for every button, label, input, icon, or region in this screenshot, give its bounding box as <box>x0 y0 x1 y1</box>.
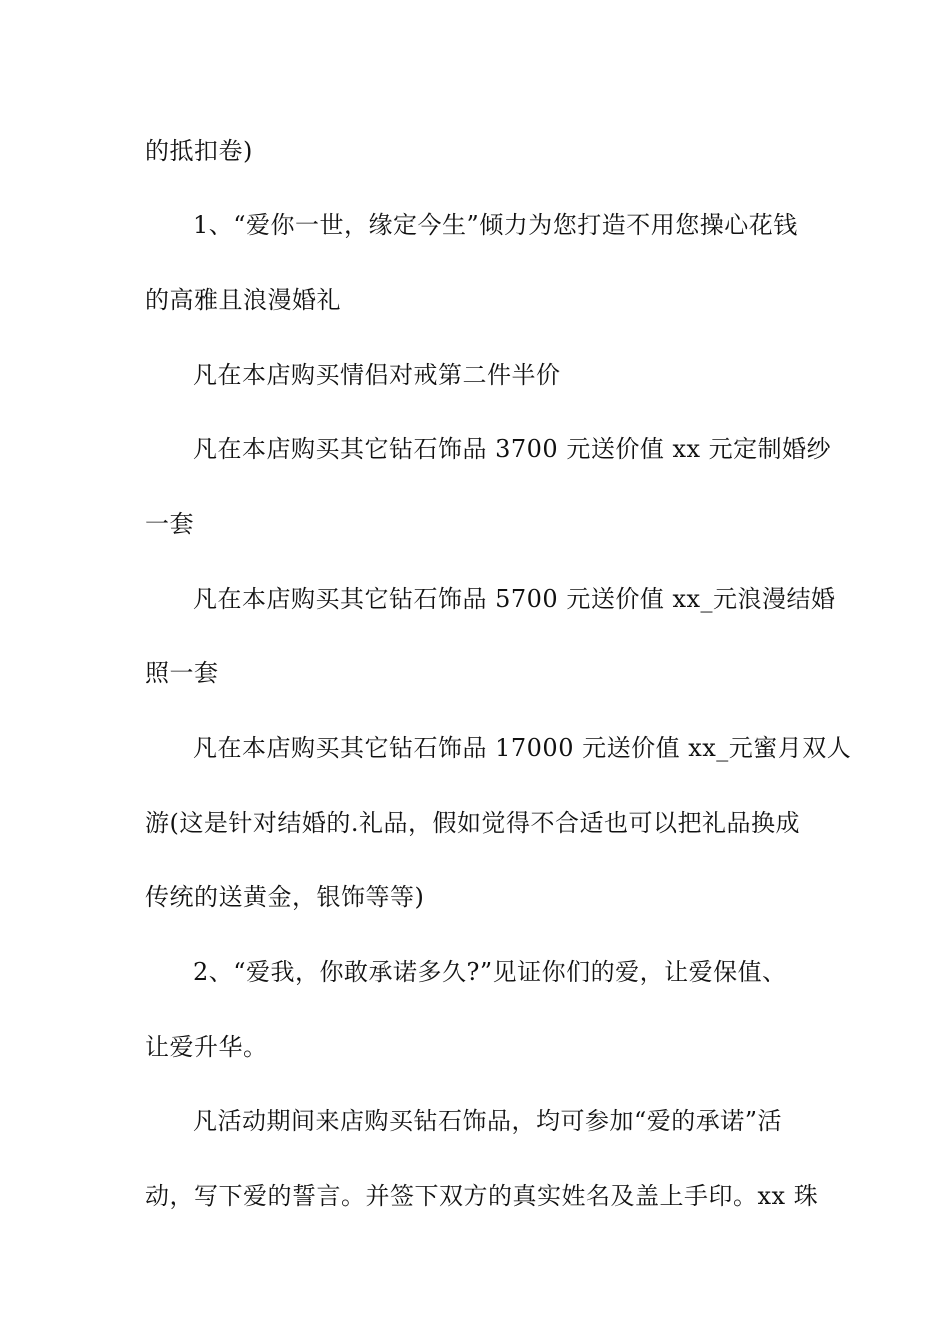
text-line: 凡在本店购买其它钻石饰品 5700 元送价值 xx_元浪漫结婚 <box>193 585 836 613</box>
text-line: 一套 <box>145 510 194 538</box>
text-line: 的高雅且浪漫婚礼 <box>145 286 341 314</box>
text-line: 的抵扣卷) <box>145 137 253 165</box>
text-line: 2、“爱我，你敢承诺多久?”见证你们的爱，让爱保值、 <box>193 958 787 986</box>
text-line: 游(这是针对结婚的.礼品，假如觉得不合适也可以把礼品换成 <box>145 809 800 837</box>
text-line: 凡在本店购买其它钻石饰品 17000 元送价值 xx_元蜜月双人 <box>193 734 852 762</box>
text-line: 凡在本店购买情侣对戒第二件半价 <box>193 361 561 389</box>
text-line: 凡活动期间来店购买钻石饰品，均可参加“爱的承诺”活 <box>193 1107 783 1135</box>
text-line: 1、“爱你一世，缘定今生”倾力为您打造不用您操心花钱 <box>193 211 798 239</box>
text-line: 传统的送黄金，银饰等等) <box>145 883 425 911</box>
text-line: 让爱升华。 <box>145 1033 268 1061</box>
text-line: 照一套 <box>145 659 219 687</box>
text-line: 动，写下爱的誓言。并签下双方的真实姓名及盖上手印。xx 珠 <box>145 1182 819 1210</box>
text-line: 凡在本店购买其它钻石饰品 3700 元送价值 xx 元定制婚纱 <box>193 435 832 463</box>
